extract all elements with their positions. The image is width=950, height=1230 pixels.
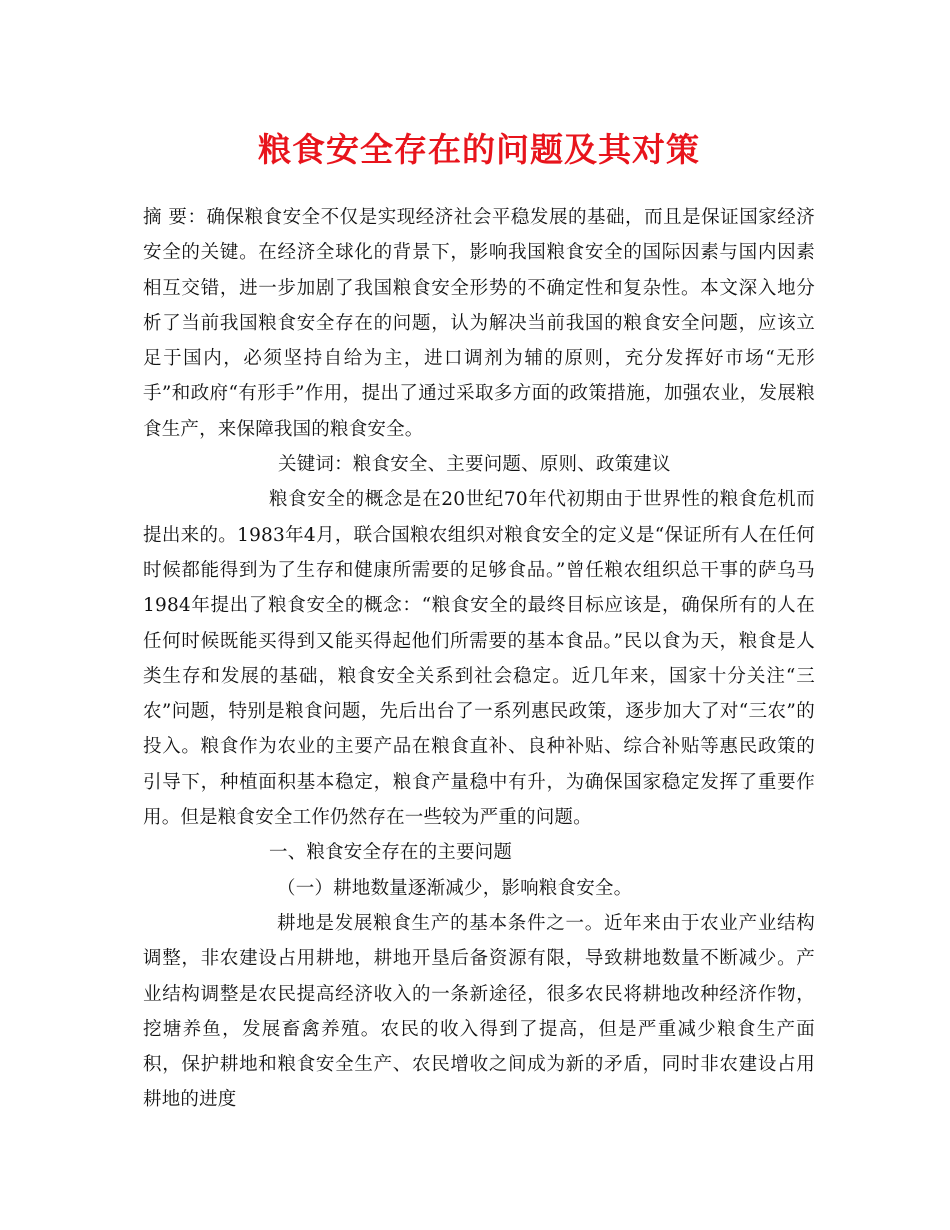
abstract-paragraph: 摘 要：确保粮食安全不仅是实现经济社会平稳发展的基础，而且是保证国家经济安全的关键。在经济全球化的背景下，影响我国粮食安全的国际因素与国内因素相互交错，进一步加剧了我国粮食安全形势的不确定性和复杂性。本文深入地分析了当前我国粮食安全存在的问题，认为解决当前我国的粮食安全问题，应该立足于国内，必须坚持自给为主，进口调剂为辅的原则，充分发挥好市场“无形手”和政府“有形手”作用，提出了通过采取多方面的政策措施，加强农业，发展粮食生产，来保障我国的粮食安全。 — [143, 207, 815, 440]
keywords-line: 关键词：粮食安全、主要问题、原则、政策建议 — [278, 454, 671, 476]
body-paragraph: 耕地是发展粮食生产的基本条件之一。近年来由于农业产业结构调整，非农建设占用耕地，耕地开垦后备资源有限，导致耕地数量不断减少。产业结构调整是农民提高经济收入的一条新途径，很多农民将耕地改种经济作物，挖塘养鱼，发展畜禽养殖。农民的收入得到了提高，但是严重减少粮食生产面积，保护耕地和粮食安全生产、农民增收之间成为新的矛盾，同时非农建设占用耕地的进度 — [143, 912, 815, 1111]
document-title: 粮食安全存在的问题及其对策 — [258, 130, 700, 169]
document-page — [143, 128, 815, 1118]
intro-paragraph: 粮食安全的概念是在20世纪70年代初期由于世界性的粮食危机而提出来的。1983年4月，联合国粮农组织对粮食安全的定义是“保证所有人在任何时候都能得到为了生存和健康所需要的足够食品。”曾任粮农组织总干事的萨乌马1984年提出了粮食安全的概念：“粮食安全的最终目标应该是，确保所有的人在任何时候既能买得到又能买得起他们所需要的基本食品。”民以食为天，粮食是人类生存和发展的基础，粮食安全关系到社会稳定。近几年来，国家十分关注“三农”问题，特别是粮食问题，先后出台了一系列惠民政策，逐步加大了对“三农”的投入。粮食作为农业的主要产品在粮食直补、良种补贴、综合补贴等惠民政策的引导下，种植面积基本稳定，粮食产量稳中有升，为确保国家稳定发挥了重要作用。但是粮食安全工作仍然存在一些较为严重的问题。 — [143, 489, 815, 829]
section-heading: 一、粮食安全存在的主要问题 — [269, 842, 513, 864]
subsection-heading: （一）耕地数量逐渐减少，影响粮食安全。 — [277, 877, 633, 899]
